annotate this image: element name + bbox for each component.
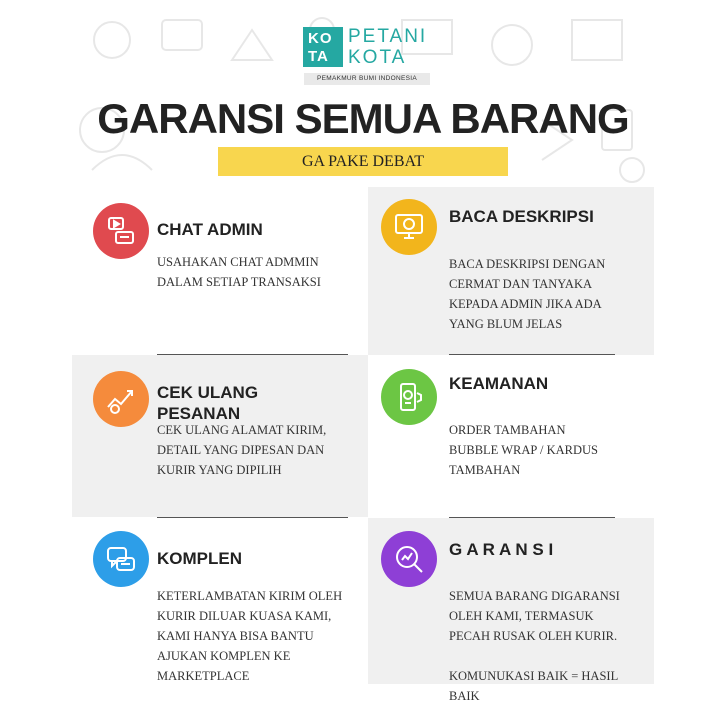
feature-title-komplen: KOMPLEN bbox=[157, 549, 242, 568]
logo-mark-line2: TA bbox=[308, 48, 329, 65]
feature-desc-komplen: KETERLAMBATAN KIRIM OLEH KURIR DILUAR KUASA KAMI, KAMI HANYA BISA BANTU AJUKAN KOMPLEN KE MARKETPLACE bbox=[157, 589, 343, 683]
feature-desc-cek-ulang-pesanan: CEK ULANG ALAMAT KIRIM, DETAIL YANG DIPESAN DAN KURIR YANG DIPILIH bbox=[157, 423, 327, 477]
feature-desc-garansi: SEMUA BARANG DIGARANSI OLEH KAMI, TERMASUK PECAH RUSAK OLEH KURIR. KOMUNUKASI BAIK = HASIL BAIK bbox=[449, 589, 620, 703]
divider bbox=[449, 517, 615, 518]
video-chat-icon bbox=[93, 203, 149, 259]
subtitle-banner: GA PAKE DEBAT bbox=[218, 147, 508, 176]
feature-title-chat-admin: CHAT ADMIN bbox=[157, 220, 263, 239]
feature-desc-keamanan: ORDER TAMBAHAN BUBBLE WRAP / KARDUS TAMBAHAN bbox=[449, 423, 598, 477]
divider bbox=[157, 517, 348, 518]
brand-logo bbox=[300, 26, 430, 88]
magnifier-chart-icon bbox=[381, 531, 437, 587]
phone-security-icon bbox=[381, 369, 437, 425]
logo-word-kota: KOTA bbox=[348, 47, 407, 68]
feature-title-baca-deskripsi: BACA DESKRIPSI bbox=[449, 207, 594, 226]
feature-title-garansi: G A R A N S I bbox=[449, 540, 554, 559]
logo-mark bbox=[303, 27, 343, 67]
seo-chart-icon bbox=[93, 371, 149, 427]
feature-title-cek-ulang-pesanan: CEK ULANG PESANAN bbox=[157, 383, 259, 423]
chat-support-icon bbox=[93, 531, 149, 587]
feature-title-keamanan: KEAMANAN bbox=[449, 374, 549, 393]
logo-tagline: PEMAKMUR BUMI INDONESIA bbox=[304, 73, 430, 85]
feature-desc-baca-deskripsi: BACA DESKRIPSI DENGAN CERMAT DAN TANYAKA KEPADA ADMIN JIKA ADA YANG BLUM JELAS bbox=[449, 257, 606, 331]
divider bbox=[157, 354, 348, 355]
logo-mark-line1: KO bbox=[308, 30, 333, 47]
logo-word-petani: PETANI bbox=[348, 26, 428, 47]
feature-desc-chat-admin: USAHAKAN CHAT ADMMIN DALAM SETIAP TRANSAKSI bbox=[157, 255, 321, 289]
page-title: GARANSI SEMUA BARANG bbox=[97, 95, 629, 142]
divider bbox=[449, 354, 615, 355]
monitor-money-icon bbox=[381, 199, 437, 255]
